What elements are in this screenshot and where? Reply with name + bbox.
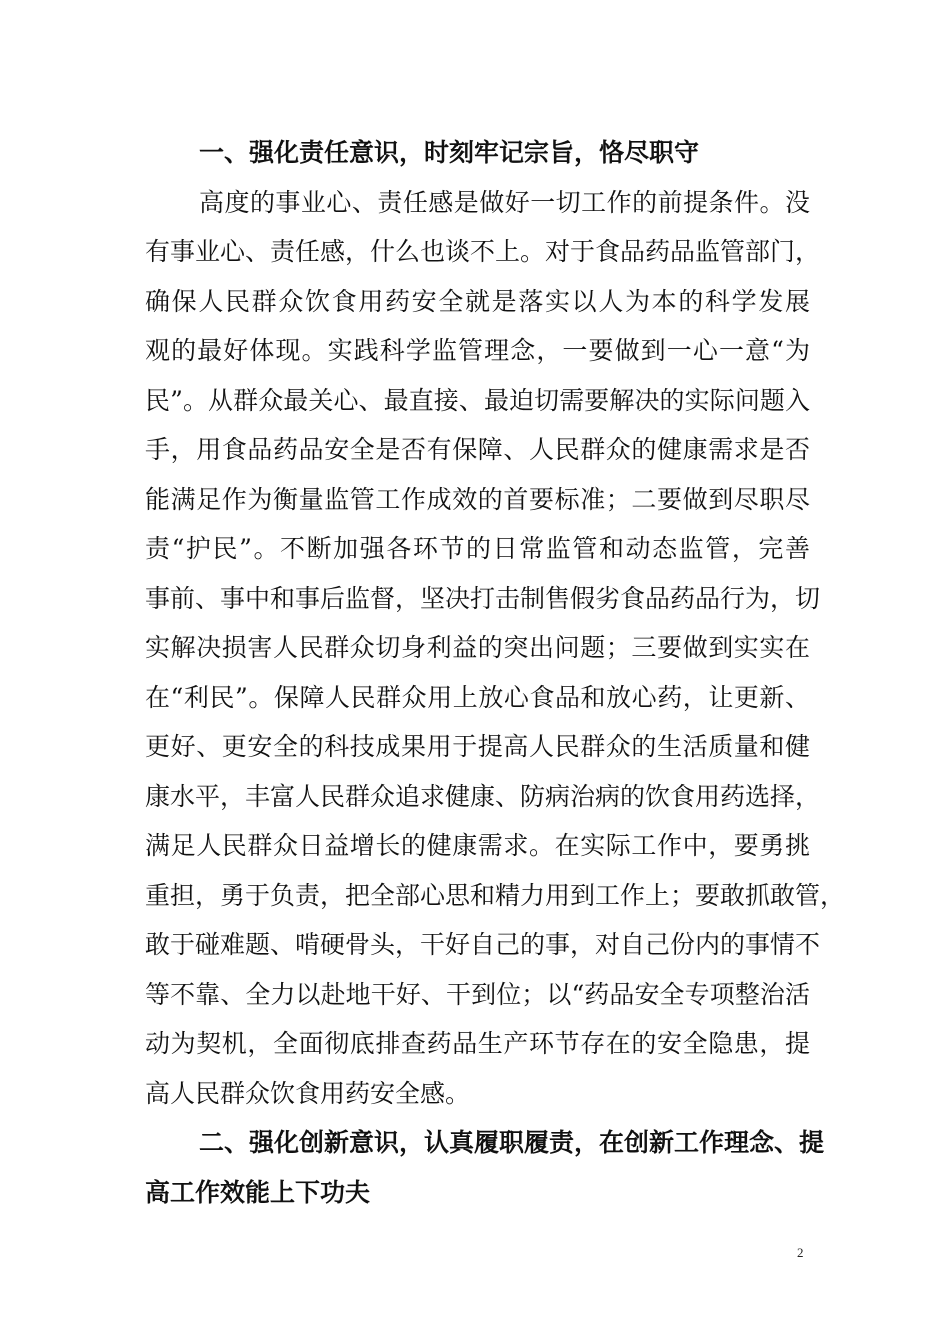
paragraph-line: 康水平，丰富人民群众追求健康、防病治病的饮食用药选择，	[145, 781, 821, 811]
paragraph-line: 手，用食品药品安全是否有保障、人民群众的健康需求是否	[145, 435, 810, 464]
page-content	[145, 128, 846, 1217]
body-paragraph	[145, 178, 846, 1119]
page-number: 2	[797, 1245, 804, 1260]
paragraph-line: 观的最好体现。实践科学监管理念，一要做到一心一意“为	[145, 336, 810, 365]
paragraph-line: 等不靠、全力以赴地干好、干到位；以“药品安全专项整治活	[145, 979, 810, 1009]
paragraph-line: 能满足作为衡量监管工作成效的首要标准；二要做到尽职尽	[145, 484, 810, 514]
paragraph-line: 满足人民群众日益增长的健康需求。在实际工作中，要勇挑	[145, 831, 810, 860]
heading-line: 二、强化创新意识，认真履职履责，在创新工作理念、提	[199, 1128, 825, 1157]
paragraph-line: 确保人民群众饮食用药安全就是落实以人为本的科学发展	[145, 286, 810, 316]
section-heading-2	[145, 1118, 825, 1217]
paragraph-line: 高人民群众饮食用药安全感。	[145, 1078, 471, 1108]
paragraph-line: 民”。从群众最关心、最直接、最迫切需要解决的实际问题入	[145, 385, 810, 415]
paragraph-line: 事前、事中和事后监督，坚决打击制售假劣食品药品行为，切	[145, 583, 821, 613]
paragraph-line: 高度的事业心、责任感是做好一切工作的前提条件。没	[199, 187, 810, 217]
paragraph-line: 敢于碰难题、啃硬骨头，干好自己的事，对自己份内的事情不	[145, 930, 821, 959]
paragraph-line: 重担，勇于负责，把全部心思和精力用到工作上；要敢抓敢管，	[145, 880, 846, 910]
paragraph-line: 在“利民”。保障人民群众用上放心食品和放心药，让更新、	[145, 682, 810, 712]
paragraph-line: 实解决损害人民群众切身利益的突出问题；三要做到实实在	[145, 633, 810, 662]
paragraph-line: 责“护民”。不断加强各环节的日常监管和动态监管，完善	[145, 534, 810, 563]
heading-line: 高工作效能上下功夫	[145, 1177, 371, 1207]
paragraph-line: 有事业心、责任感，什么也谈不上。对于食品药品监管部门，	[145, 237, 821, 266]
paragraph-line: 更好、更安全的科技成果用于提高人民群众的生活质量和健	[145, 732, 810, 761]
paragraph-line: 动为契机，全面彻底排查药品生产环节存在的安全隐患，提	[145, 1029, 810, 1058]
section-heading-1: 一、强化责任意识，时刻牢记宗旨，恪尽职守	[199, 138, 700, 167]
